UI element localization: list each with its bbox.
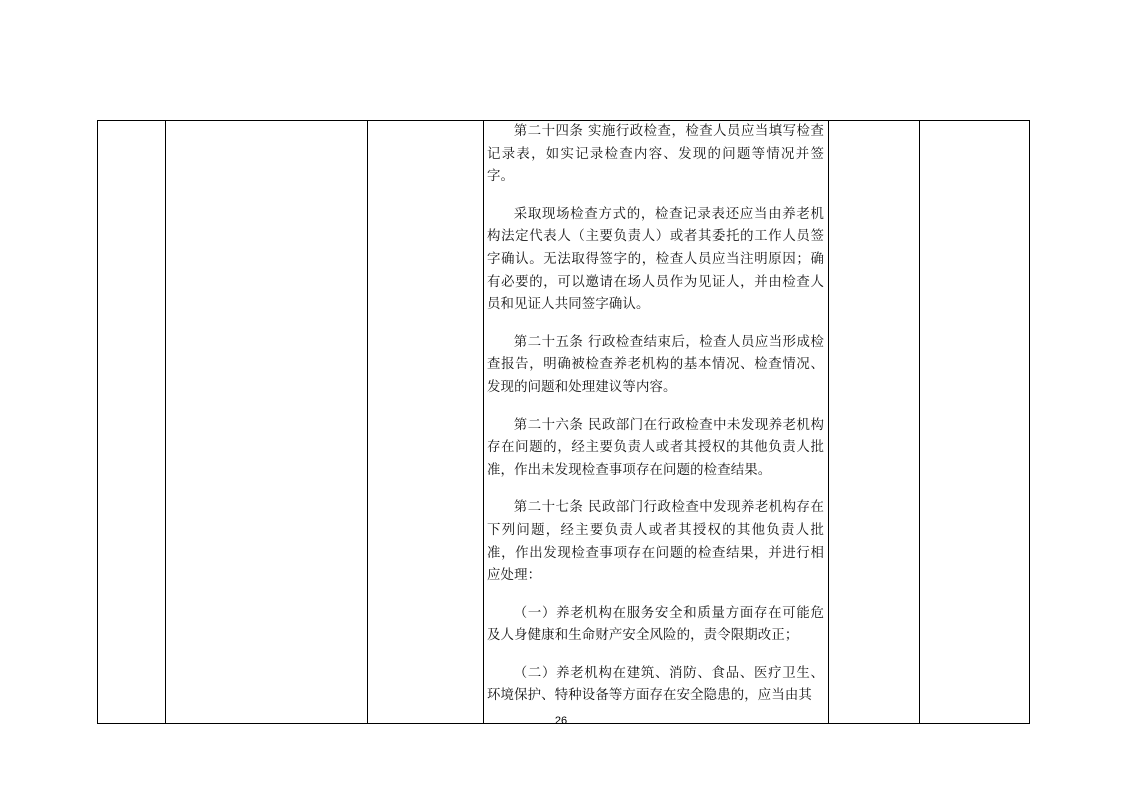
item-1-paragraph: （一）养老机构在服务安全和质量方面存在可能危及人身健康和生命财产安全风险的，责令限期改正；	[487, 605, 824, 644]
empty-cell-1	[98, 121, 166, 724]
article-26-paragraph: 第二十六条 民政部门在行政检查中未发现养老机构存在问题的，经主要负责人或者其授权的其他负责人批准，作出未发现检查事项存在问题的检查结果。	[487, 417, 824, 478]
empty-cell-5	[829, 121, 920, 724]
article-25-paragraph: 第二十五条 行政检查结束后，检查人员应当形成检查报告，明确被检查养老机构的基本情况、检查情况、发现的问题和处理建议等内容。	[487, 334, 824, 395]
article-24-paragraph: 第二十四条 实施行政检查，检查人员应当填写检查记录表，如实记录检查内容、发现的问题等情况并签字。	[487, 124, 824, 185]
empty-cell-6	[920, 121, 1030, 724]
regulation-text-cell	[484, 121, 829, 724]
empty-cell-3	[368, 121, 484, 724]
article-27-paragraph: 第二十七条 民政部门行政检查中发现养老机构存在下列问题，经主要负责人或者其授权的其他负责人批准，作出发现检查事项存在问题的检查结果，并进行相应处理：	[487, 500, 824, 584]
regulation-table	[97, 120, 1030, 724]
item-2-paragraph: （二）养老机构在建筑、消防、食品、医疗卫生、环境保护、特种设备等方面存在安全隐患的，应当由其	[487, 665, 824, 704]
empty-cell-2	[166, 121, 368, 724]
onsite-inspection-paragraph: 采取现场检查方式的，检查记录表还应当由养老机构法定代表人（主要负责人）或者其委托的工作人员签字确认。无法取得签字的，检查人员应当注明原因；确有必要的，可以邀请在场人员作为见证人，并由检查人员和见证人共同签字确认。	[487, 206, 824, 313]
page-number: 26	[554, 715, 568, 727]
table-row	[98, 121, 1030, 724]
